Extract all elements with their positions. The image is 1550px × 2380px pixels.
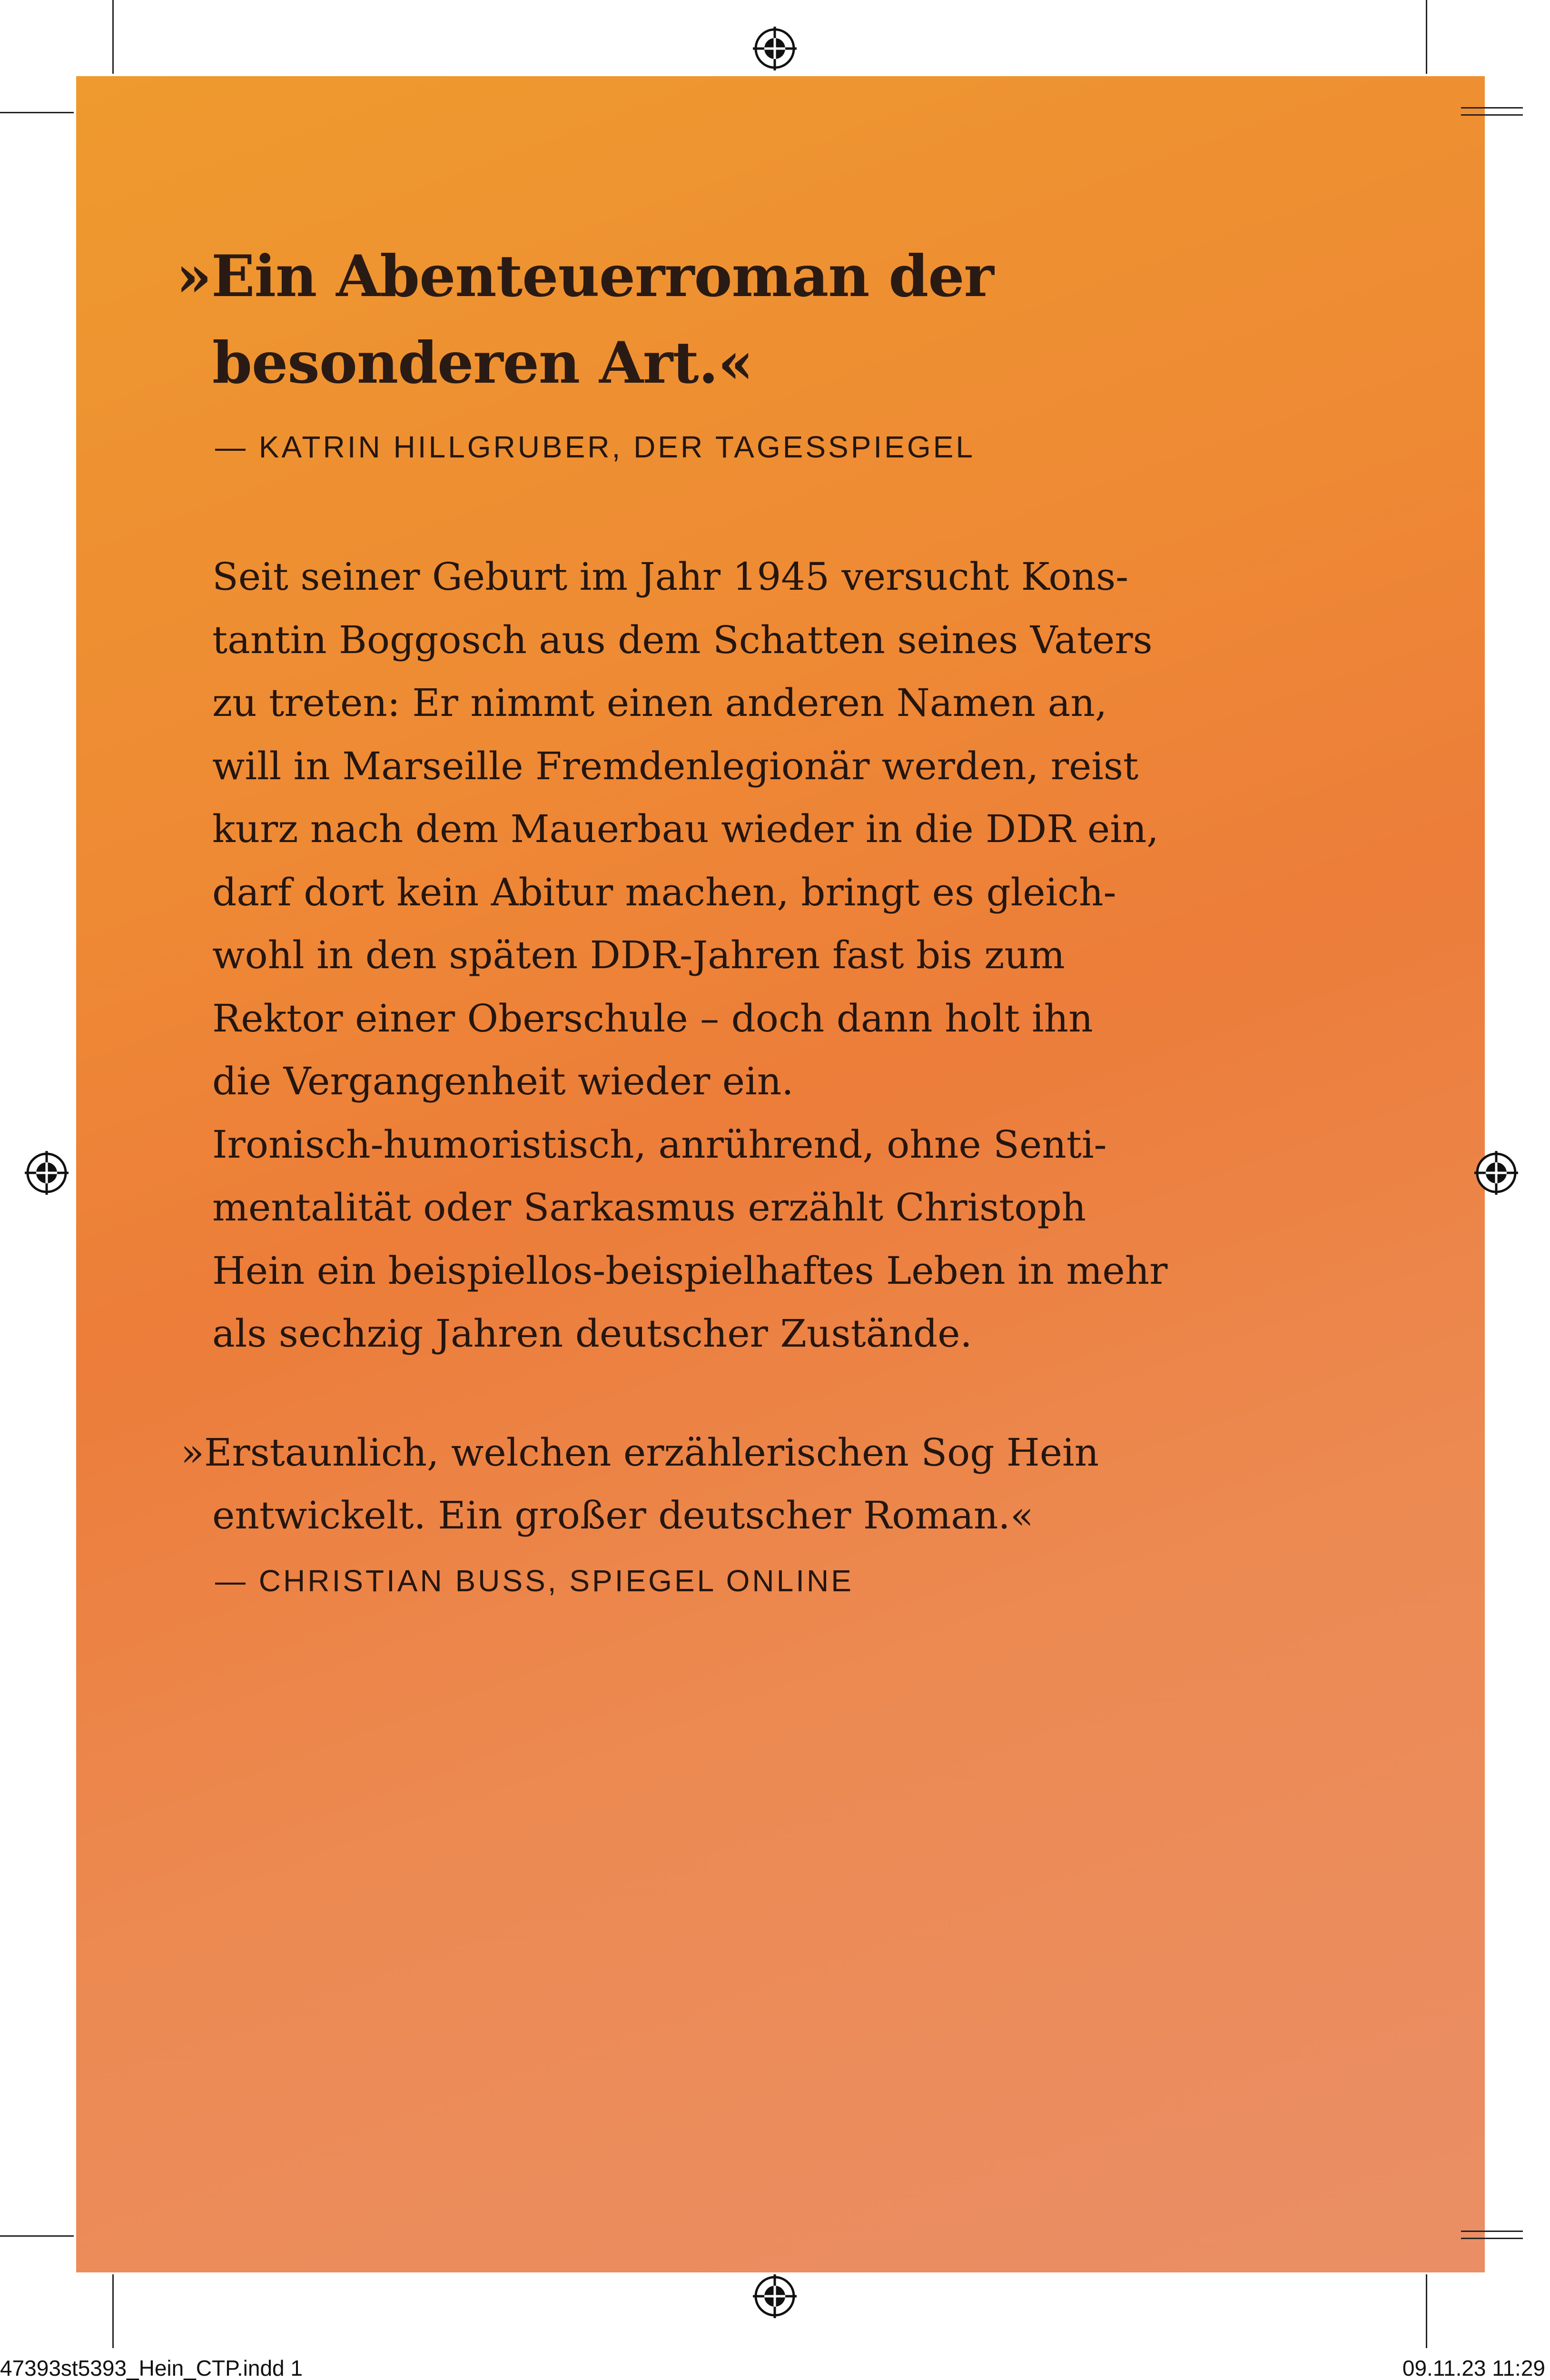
crop-mark bbox=[1461, 107, 1523, 109]
blurb-line: Seit seiner Geburt im Jahr 1945 versucht Kons- bbox=[212, 555, 1129, 599]
blurb-line: die Vergangenheit wieder ein. bbox=[212, 1059, 794, 1103]
crop-mark bbox=[1426, 0, 1427, 74]
blurb-line: wohl in den späten DDR-Jahren fast bis zum bbox=[212, 933, 1065, 977]
registration-mark-icon bbox=[753, 27, 797, 70]
second-quote-line-2: entwickelt. Ein großer deutscher Roman.« bbox=[212, 1493, 1034, 1537]
blurb-line: tantin Boggosch aus dem Schatten seines Vaters bbox=[212, 617, 1153, 662]
crop-mark bbox=[0, 112, 74, 113]
blurb-line: darf dort kein Abitur machen, bringt es gleich- bbox=[212, 870, 1116, 914]
second-quote-line-1: »Erstaunlich, welchen erzählerischen Sog Hein bbox=[181, 1430, 1099, 1475]
registration-mark-icon bbox=[753, 2274, 797, 2318]
crop-mark bbox=[112, 2274, 114, 2348]
blurb-line: kurz nach dem Mauerbau wieder in die DDR ein, bbox=[212, 807, 1159, 851]
registration-mark-icon bbox=[1474, 1151, 1518, 1195]
registration-mark-icon bbox=[25, 1151, 69, 1195]
blurb-text bbox=[212, 545, 1259, 1366]
blurb-line: will in Marseille Fremdenlegionär werden, reist bbox=[212, 744, 1139, 788]
footer-datetime: 09.11.23 11:29 bbox=[1402, 2356, 1545, 2380]
blurb-line: Hein ein beispiellos-beispielhaftes Leben in mehr bbox=[212, 1248, 1168, 1293]
crop-mark bbox=[1461, 2238, 1523, 2239]
blurb-line: zu treten: Er nimmt einen anderen Namen an, bbox=[212, 681, 1107, 725]
headline-line-2: besonderen Art.« bbox=[212, 329, 753, 397]
blurb-line: Ironisch-humoristisch, anrührend, ohne Senti- bbox=[212, 1122, 1107, 1167]
crop-mark bbox=[1461, 114, 1523, 116]
blurb-line: mentalität oder Sarkasmus erzählt Christoph bbox=[212, 1185, 1086, 1230]
headline-quote bbox=[176, 233, 1223, 407]
attribution-2: — CHRISTIAN BUSS, SPIEGEL ONLINE bbox=[215, 1564, 854, 1598]
blurb-line: Rektor einer Oberschule – doch dann holt ihn bbox=[212, 996, 1093, 1041]
crop-mark bbox=[1461, 2231, 1523, 2232]
crop-mark bbox=[1426, 2274, 1427, 2348]
footer-filename: 47393st5393_Hein_CTP.indd 1 bbox=[0, 2356, 303, 2380]
attribution-1: — KATRIN HILLGRUBER, DER TAGESSPIEGEL bbox=[215, 430, 975, 464]
blurb-line: als sechzig Jahren deutscher Zustände. bbox=[212, 1311, 972, 1356]
crop-mark bbox=[112, 0, 114, 74]
second-quote bbox=[181, 1421, 1275, 1547]
crop-mark bbox=[0, 2235, 74, 2237]
headline-line-1: »Ein Abenteuerroman der bbox=[176, 243, 994, 310]
